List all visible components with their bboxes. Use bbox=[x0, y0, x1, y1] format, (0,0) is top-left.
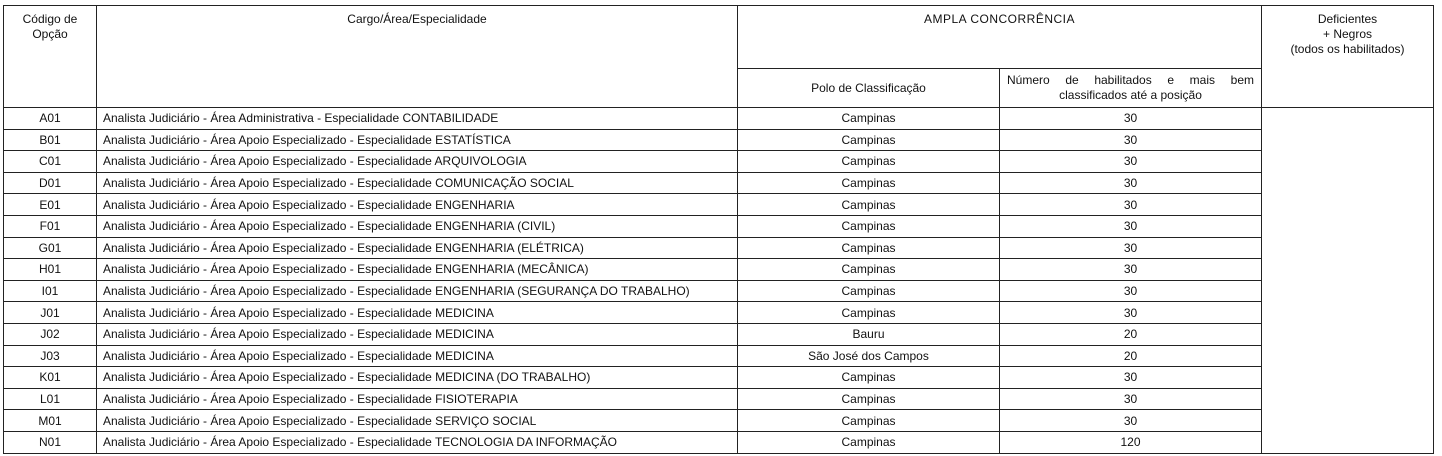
cell-codigo: K01 bbox=[4, 367, 97, 389]
header-polo bbox=[738, 69, 1000, 108]
table-row bbox=[4, 194, 1434, 216]
cell-numero: 30 bbox=[1000, 108, 1262, 130]
table-row bbox=[4, 129, 1434, 151]
table-row bbox=[4, 151, 1434, 173]
cell-codigo: J01 bbox=[4, 302, 97, 324]
cell-codigo: N01 bbox=[4, 431, 97, 453]
cell-cargo: Analista Judiciário - Área Apoio Especializado - Especialidade ESTATÍSTICA bbox=[97, 129, 738, 151]
header-row-top bbox=[4, 6, 1434, 69]
header-numero bbox=[1000, 69, 1262, 108]
cell-numero: 20 bbox=[1000, 323, 1262, 345]
cell-numero: 30 bbox=[1000, 280, 1262, 302]
header-cargo-label: Cargo/Área/Especialidade bbox=[347, 12, 487, 26]
cell-polo: Campinas bbox=[738, 151, 1000, 173]
cell-cargo: Analista Judiciário - Área Apoio Especializado - Especialidade ENGENHARIA (SEGURANÇA DO TRABALHO) bbox=[97, 280, 738, 302]
cell-cargo: Analista Judiciário - Área Apoio Especializado - Especialidade MEDICINA bbox=[97, 302, 738, 324]
cell-codigo: G01 bbox=[4, 237, 97, 259]
cell-polo: Campinas bbox=[738, 129, 1000, 151]
header-numero-line2: classificados até a posição bbox=[1059, 88, 1202, 102]
table-row bbox=[4, 410, 1434, 432]
cell-cargo: Analista Judiciário - Área Apoio Especializado - Especialidade ENGENHARIA (ELÉTRICA) bbox=[97, 237, 738, 259]
cell-polo: Campinas bbox=[738, 280, 1000, 302]
cell-numero: 30 bbox=[1000, 410, 1262, 432]
header-cargo bbox=[97, 6, 738, 108]
cell-codigo: M01 bbox=[4, 410, 97, 432]
cell-polo: Campinas bbox=[738, 410, 1000, 432]
cell-numero: 30 bbox=[1000, 302, 1262, 324]
cell-codigo: H01 bbox=[4, 259, 97, 281]
cell-codigo: D01 bbox=[4, 172, 97, 194]
cell-codigo: C01 bbox=[4, 151, 97, 173]
header-deficientes-line1: Deficientes bbox=[1317, 12, 1378, 26]
cell-polo: Campinas bbox=[738, 388, 1000, 410]
cell-polo: Campinas bbox=[738, 431, 1000, 453]
cell-cargo: Analista Judiciário - Área Apoio Especializado - Especialidade FISIOTERAPIA bbox=[97, 388, 738, 410]
cell-cargo: Analista Judiciário - Área Apoio Especializado - Especialidade ENGENHARIA bbox=[97, 194, 738, 216]
cell-cargo: Analista Judiciário - Área Apoio Especializado - Especialidade MEDICINA bbox=[97, 323, 738, 345]
cell-polo: Bauru bbox=[738, 323, 1000, 345]
table-row bbox=[4, 259, 1434, 281]
header-ampla-concorrencia bbox=[738, 6, 1262, 69]
header-codigo bbox=[4, 6, 97, 108]
header-deficientes-line3: (todos os habilitados) bbox=[1290, 42, 1405, 56]
table-body bbox=[4, 108, 1434, 454]
table-row bbox=[4, 237, 1434, 259]
cell-polo: Campinas bbox=[738, 259, 1000, 281]
header-deficientes-line2: + Negros bbox=[1322, 27, 1373, 41]
cell-cargo: Analista Judiciário - Área Apoio Especializado - Especialidade SERVIÇO SOCIAL bbox=[97, 410, 738, 432]
cell-numero: 30 bbox=[1000, 215, 1262, 237]
cell-numero: 120 bbox=[1000, 431, 1262, 453]
header-deficientes bbox=[1262, 6, 1434, 108]
cell-numero: 30 bbox=[1000, 259, 1262, 281]
cell-numero: 30 bbox=[1000, 194, 1262, 216]
header-numero-line1: Número de habilitados e mais bem bbox=[1007, 73, 1254, 87]
cell-numero: 30 bbox=[1000, 151, 1262, 173]
cell-codigo: J03 bbox=[4, 345, 97, 367]
table-row bbox=[4, 108, 1434, 130]
table-row bbox=[4, 302, 1434, 324]
table-row bbox=[4, 367, 1434, 389]
cell-numero: 30 bbox=[1000, 367, 1262, 389]
table-row bbox=[4, 345, 1434, 367]
cell-numero: 30 bbox=[1000, 172, 1262, 194]
cell-polo: São José dos Campos bbox=[738, 345, 1000, 367]
cell-cargo: Analista Judiciário - Área Apoio Especializado - Especialidade TECNOLOGIA DA INFORMAÇÃO bbox=[97, 431, 738, 453]
header-codigo-label: Código de Opção bbox=[22, 12, 78, 41]
table-row bbox=[4, 172, 1434, 194]
cell-cargo: Analista Judiciário - Área Apoio Especializado - Especialidade ARQUIVOLOGIA bbox=[97, 151, 738, 173]
cell-polo: Campinas bbox=[738, 215, 1000, 237]
cell-codigo: B01 bbox=[4, 129, 97, 151]
cell-codigo: L01 bbox=[4, 388, 97, 410]
cell-numero: 20 bbox=[1000, 345, 1262, 367]
cell-codigo: E01 bbox=[4, 194, 97, 216]
cell-cargo: Analista Judiciário - Área Apoio Especializado - Especialidade ENGENHARIA (CIVIL) bbox=[97, 215, 738, 237]
cell-cargo: Analista Judiciário - Área Administrativa - Especialidade CONTABILIDADE bbox=[97, 108, 738, 130]
cell-cargo: Analista Judiciário - Área Apoio Especializado - Especialidade MEDICINA bbox=[97, 345, 738, 367]
cell-polo: Campinas bbox=[738, 172, 1000, 194]
cell-polo: Campinas bbox=[738, 108, 1000, 130]
cell-polo: Campinas bbox=[738, 367, 1000, 389]
table-row bbox=[4, 431, 1434, 453]
cell-codigo: I01 bbox=[4, 280, 97, 302]
cell-cargo: Analista Judiciário - Área Apoio Especializado - Especialidade COMUNICAÇÃO SOCIAL bbox=[97, 172, 738, 194]
cell-cargo: Analista Judiciário - Área Apoio Especializado - Especialidade MEDICINA (DO TRABALHO) bbox=[97, 367, 738, 389]
habilitados-table bbox=[3, 5, 1434, 454]
cell-cargo: Analista Judiciário - Área Apoio Especializado - Especialidade ENGENHARIA (MECÂNICA) bbox=[97, 259, 738, 281]
header-polo-label: Polo de Classificação bbox=[811, 81, 926, 95]
cell-numero: 30 bbox=[1000, 237, 1262, 259]
cell-numero: 30 bbox=[1000, 129, 1262, 151]
table-row bbox=[4, 280, 1434, 302]
cell-polo: Campinas bbox=[738, 237, 1000, 259]
cell-codigo: J02 bbox=[4, 323, 97, 345]
cell-numero: 30 bbox=[1000, 388, 1262, 410]
cell-polo: Campinas bbox=[738, 302, 1000, 324]
header-ampla-label: AMPLA CONCORRÊNCIA bbox=[923, 12, 1076, 26]
cell-codigo: A01 bbox=[4, 108, 97, 130]
table-row bbox=[4, 215, 1434, 237]
table-row bbox=[4, 388, 1434, 410]
table-row bbox=[4, 323, 1434, 345]
cell-deficientes-empty bbox=[1262, 108, 1434, 454]
cell-codigo: F01 bbox=[4, 215, 97, 237]
cell-polo: Campinas bbox=[738, 194, 1000, 216]
